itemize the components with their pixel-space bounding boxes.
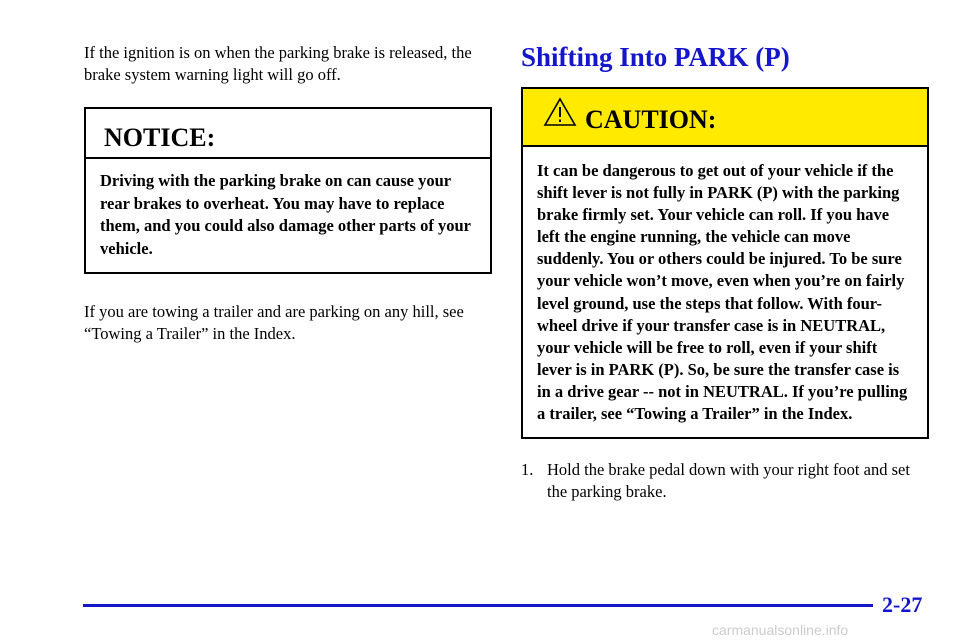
left-column [84,40,494,345]
steps-list [521,459,931,503]
caution-heading: CAUTION: [585,105,717,134]
section-title: Shifting Into PARK (P) [521,42,790,72]
intro-paragraph: If the ignition is on when the parking brake is released, the brake system warning light will go off. [84,43,472,84]
notice-box [84,107,492,274]
right-column [521,40,931,503]
watermark: carmanualsonline.info [712,622,849,638]
caution-box [521,87,929,439]
caution-body: It can be dangerous to get out of your vehicle if the shift lever is not fully in PARK (P) with the parking brake firmly set. Your vehicle can roll. If you have left the engine running, the vehicle can move suddenly. You or others could be injured. To be sure your vehicle won’t move, even when you’re on fairly level ground, use the steps that follow. With four-wheel drive if your transfer case is in NEUTRAL, your vehicle will be free to roll, even if your shift lever is in PARK (P). So, be sure the transfer case is in a drive gear -- not in NEUTRAL. If you’re pulling a trailer, see “Towing a Trailer” in the Index. [537,161,908,424]
warning-triangle-icon [543,97,577,127]
step-text: Hold the brake pedal down with your right foot and set the parking brake. [547,460,910,502]
caution-header [523,89,927,147]
page-number: 2-27 [882,592,923,617]
notice-heading: NOTICE: [86,109,490,159]
notice-body: Driving with the parking brake on can cause your rear brakes to overheat. You may have to replace them, and you could also damage other parts of your vehicle. [100,171,471,258]
towing-paragraph: If you are towing a trailer and are parking on any hill, see “Towing a Trailer” in the Index. [84,302,464,343]
list-item [521,459,931,503]
footer-rule [83,604,873,607]
step-number: 1. [521,460,534,480]
